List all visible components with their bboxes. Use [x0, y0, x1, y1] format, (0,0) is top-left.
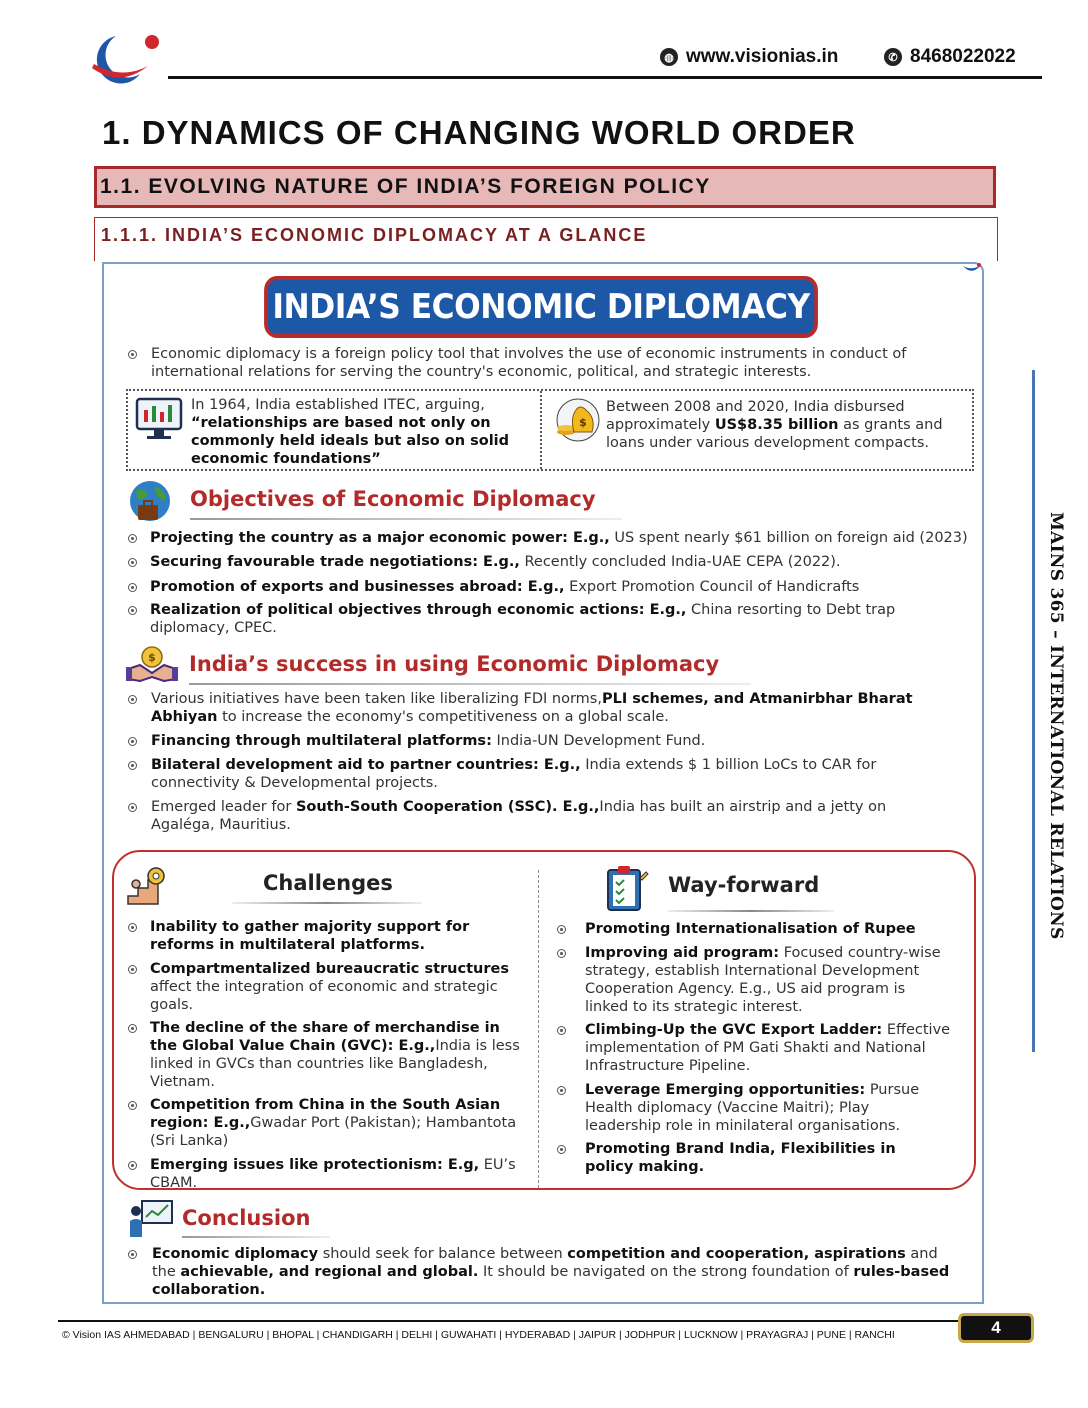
item-text: Pursue Health diplomacy (Vaccine Maitri); Play leadership role in minilateral organisations.: [585, 1082, 920, 1134]
list-item: [128, 960, 526, 1019]
bullet-icon: [128, 1161, 137, 1170]
footer-rule: [58, 1320, 1032, 1322]
globe-briefcase-icon: [126, 479, 176, 525]
aid-fact: [606, 398, 966, 452]
conclusion-title: Conclusion: [182, 1206, 311, 1230]
money-bag-icon: [552, 398, 602, 442]
conclusion-bold: Economic diplomacy: [152, 1246, 319, 1262]
bullet-icon: [128, 606, 137, 615]
side-rule: [1032, 370, 1035, 1052]
item-text: EU’s CBAM.: [150, 1157, 516, 1191]
way-forward-list: [557, 920, 957, 1180]
item-bold: PLI schemes, and Atmanirbhar Bharat Abhiyan: [151, 691, 913, 725]
objectives-title: Objectives of Economic Diplomacy: [190, 487, 596, 511]
list-item: [128, 1156, 526, 1196]
item-text: Effective implementation of PM Gati Shakti and National Infrastructure Pipeline.: [585, 1022, 951, 1074]
page-number: 4: [958, 1313, 1034, 1343]
bullet-icon: [557, 925, 566, 934]
item-bold: Compartmentalized bureaucratic structures: [150, 961, 509, 977]
success-underline: [189, 683, 751, 685]
itec-fact-quote: “relationships are based not only on commonly held ideals but also on solid economic foundations”: [191, 415, 510, 467]
item-bold: South-South Cooperation (SSC). E.g.,: [295, 799, 600, 815]
handshake-coin-icon: [126, 645, 178, 685]
item-bold: Competition from China in the South Asian region: E.g.,: [150, 1097, 501, 1131]
itec-fact-intro: In 1964, India established ITEC, arguing,: [191, 397, 485, 413]
item-bold: Improving aid program:: [585, 945, 780, 961]
objectives-underline: [190, 518, 622, 520]
list-item: [128, 918, 526, 960]
success-item-3: [151, 756, 911, 792]
svg-text:$: $: [579, 416, 587, 429]
conclusion-underline: [182, 1236, 330, 1238]
success-item-1: [151, 690, 951, 726]
item-bold: Bilateral development aid to partner countries: E.g.,: [151, 757, 581, 773]
item-text: Focused country-wise strategy, establish International Development Cooperation Agency. E.g., US aid program is linked to its strategic interest.: [585, 945, 941, 1015]
gears-stairs-icon: [126, 866, 170, 906]
item-bold: Financing through multilateral platforms:: [151, 733, 492, 749]
item-bold: Leverage Emerging opportunities:: [585, 1082, 866, 1098]
success-title: India’s success in using Economic Diplomacy: [189, 652, 720, 676]
panel-divider: [538, 870, 539, 1188]
item-bold: The decline of the share of merchandise in the Global Value Chain (GVC): E.g.,: [150, 1020, 500, 1054]
item-bold: Promotion of exports and businesses abroad: E.g.,: [150, 579, 565, 595]
item-text: Export Promotion Council of Handicrafts: [569, 579, 860, 595]
way-forward-underline: [668, 910, 834, 912]
list-item: [128, 529, 968, 553]
corner-logo-icon: [961, 262, 983, 274]
aid-fact-amount: US$8.35 billion: [714, 417, 839, 433]
conclusion-bold: competition and cooperation, aspirations: [567, 1246, 906, 1262]
itec-fact: [191, 396, 531, 468]
bullet-icon: [128, 965, 137, 974]
item-text: Recently concluded India-UAE CEPA (2022).: [524, 554, 841, 570]
bullet-icon: [557, 1145, 566, 1154]
item-bold: Securing favourable trade negotiations: E.g.,: [150, 554, 520, 570]
side-label: MAINS 365 – INTERNATIONAL RELATIONS: [1046, 512, 1066, 940]
item-text: India-UN Development Fund.: [496, 733, 706, 749]
item-bold: Climbing-Up the GVC Export Ladder:: [585, 1022, 883, 1038]
bullet-icon: [128, 803, 137, 812]
section-heading: 1.1. EVOLVING NATURE OF INDIA’S FOREIGN POLICY: [100, 175, 711, 198]
conclusion-plain: and the: [152, 1246, 938, 1280]
item-bold: Promoting Brand India, Flexibilities in policy making.: [585, 1141, 896, 1175]
item-text: Emerged leader for: [151, 799, 292, 815]
item-bold: Emerging issues like protectionism: E.g,: [150, 1157, 480, 1173]
item-text: India is less linked in GVCs than countries like Bangladesh, Vietnam.: [150, 1038, 520, 1090]
footer-locations: © Vision IAS AHMEDABAD | BENGALURU | BHOPAL | CHANDIGARH | DELHI | GUWAHATI | HYDERABAD | JAIPUR | JODHPUR | LUCKNOW | PRAYAGRAJ | PUNE | RANCHI: [62, 1329, 895, 1341]
success-item-4: [151, 798, 931, 834]
bullet-icon: [128, 1024, 137, 1033]
presentation-chart-icon: [128, 1199, 174, 1239]
item-text: affect the integration of economic and strategic goals.: [150, 979, 498, 1013]
conclusion-text: [152, 1245, 964, 1299]
conclusion-bold: achievable, and regional and global.: [180, 1264, 479, 1280]
list-item: [557, 1021, 957, 1081]
list-item: [557, 1081, 957, 1140]
challenges-underline: [232, 902, 422, 904]
bullet-icon: [128, 1101, 137, 1110]
page-title: 1. DYNAMICS OF CHANGING WORLD ORDER: [102, 114, 856, 151]
item-text: India extends $ 1 billion LoCs to CAR for connectivity & Developmental projects.: [151, 757, 877, 791]
item-bold: Realization of political objectives through economic actions: E.g.,: [150, 602, 687, 618]
conclusion-plain: It should be navigated on the strong foundation of: [482, 1264, 849, 1280]
item-text: to increase the economy's competitiveness on a global scale.: [222, 709, 669, 725]
bullet-icon: [557, 1026, 566, 1035]
bullet-icon: [557, 949, 566, 958]
phone-contact[interactable]: [884, 46, 1016, 68]
bullet-icon: [128, 695, 137, 704]
facts-divider: [540, 391, 542, 469]
website-link[interactable]: [660, 46, 838, 68]
item-text: Gwadar Port (Pakistan); Hambantota (Sri Lanka): [150, 1115, 517, 1149]
item-bold: Promoting Internationalisation of Rupee: [585, 921, 916, 937]
website-text: www.visionias.in: [686, 46, 839, 67]
bullet-icon: [128, 923, 137, 932]
intro-text: Economic diplomacy is a foreign policy tool that involves the use of economic instruments in conduct of international relations for serving the country's economic, political, and strategic interests.: [151, 346, 907, 380]
bullet-icon: [557, 1086, 566, 1095]
conclusion-plain: should seek for balance between: [322, 1246, 563, 1262]
item-text: Various initiatives have been taken like liberalizing FDI norms,: [151, 691, 602, 707]
aid-fact-intro: Between 2008 and 2020, India disbursed approximately: [606, 399, 905, 433]
item-text: India has built an airstrip and a jetty on Agaléga, Mauritius.: [151, 799, 887, 833]
list-item: [557, 944, 957, 1021]
phone-text: 8468022022: [910, 46, 1016, 67]
objectives-list: [128, 529, 968, 641]
list-item: [128, 601, 968, 641]
globe-icon: ◍: [660, 48, 678, 66]
conclusion-bold: rules-based collaboration.: [152, 1264, 950, 1298]
list-item: [128, 1096, 526, 1156]
challenges-list: [128, 918, 526, 1196]
challenges-title: Challenges: [263, 871, 393, 895]
list-item: [128, 553, 968, 578]
bullet-icon: [128, 737, 137, 746]
vision-ias-logo: [86, 30, 164, 86]
bullet-icon: [128, 1250, 137, 1259]
list-item: [557, 1140, 957, 1180]
success-item-2: [151, 732, 951, 750]
bullet-icon: [128, 583, 137, 592]
item-text: US spent nearly $61 billion on foreign aid (2023): [614, 530, 968, 546]
item-bold: Inability to gather majority support for reforms in multilateral platforms.: [150, 919, 470, 953]
aid-fact-rest: as grants and loans under various development compacts.: [606, 417, 943, 451]
bullet-icon: [128, 350, 137, 359]
header-rule: [168, 76, 1042, 79]
bullet-icon: [128, 761, 137, 770]
item-text: China resorting to Debt trap diplomacy, CPEC.: [150, 602, 896, 636]
item-bold: Projecting the country as a major economic power: E.g.,: [150, 530, 610, 546]
phone-icon: ✆: [884, 48, 902, 66]
subsection-heading: 1.1.1. INDIA’S ECONOMIC DIPLOMACY AT A GLANCE: [101, 225, 648, 245]
bullet-icon: [128, 534, 137, 543]
clipboard-checklist-icon: [604, 864, 650, 912]
bullet-icon: [128, 558, 137, 567]
list-item: [557, 920, 957, 944]
way-forward-title: Way-forward: [668, 873, 820, 897]
infographic-banner: INDIA’S ECONOMIC DIPLOMACY: [264, 276, 818, 338]
list-item: [128, 578, 968, 601]
monitor-chart-icon: [134, 396, 184, 442]
list-item: [128, 1019, 526, 1096]
svg-text:$: $: [148, 651, 156, 664]
